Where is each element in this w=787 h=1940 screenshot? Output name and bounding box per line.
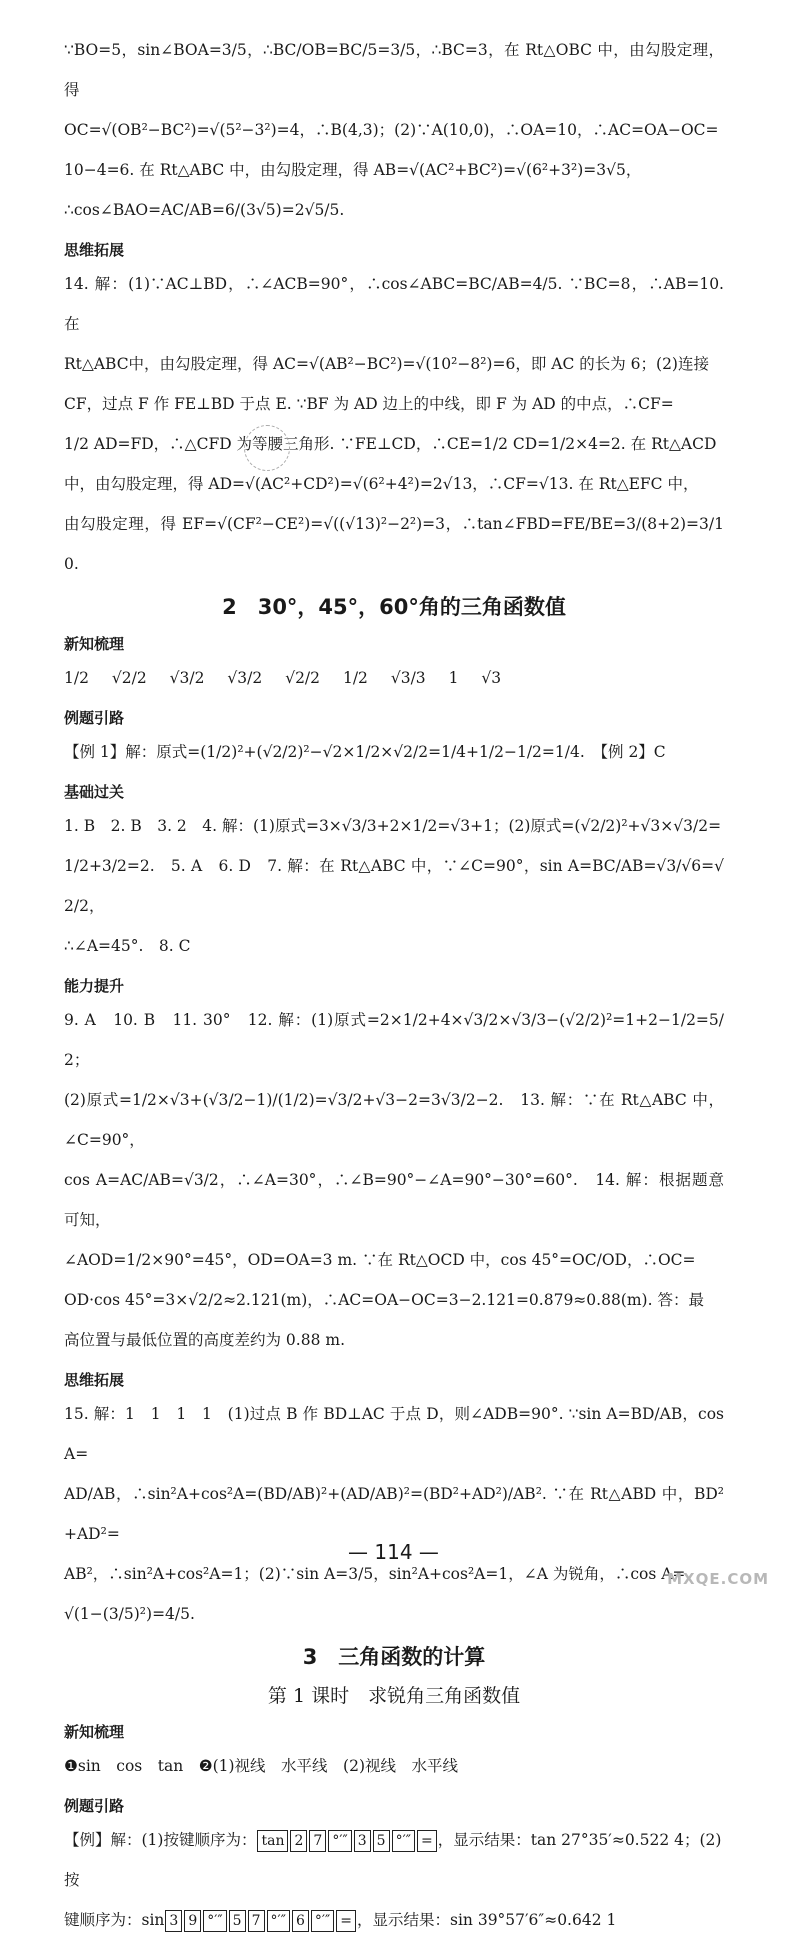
fraction-value: √2/2	[285, 669, 321, 687]
section-heading: 思维拓展	[64, 241, 125, 259]
stamp-mark	[244, 425, 290, 471]
text-line: ∴∠A=45°. 8. C	[64, 937, 191, 955]
calculator-key: =	[417, 1830, 437, 1852]
section-heading: 基础过关	[64, 783, 125, 801]
text-line: Rt△ABC中，由勾股定理，得 AC=√(AB²−BC²)=√(10²−8²)=6，即 AC 的长为 6；(2)连接	[64, 355, 709, 373]
section-heading: 例题引路	[64, 1797, 125, 1815]
text-line: 由勾股定理，得 EF=√(CF²−CE²)=√((√13)²−2²)=3，∴tan∠FBD=FE/BE=3/(8+2)=3/10.	[64, 515, 724, 573]
text-line: OD·cos 45°=3×√2/2≈2.121(m)，∴AC=OA−OC=3−2.121=0.879≈0.88(m). 答：最	[64, 1291, 704, 1309]
fraction-value: √3/3	[390, 669, 426, 687]
calculator-key: °′″	[328, 1830, 351, 1852]
section-heading: 新知梳理	[64, 1723, 125, 1741]
calculator-key: 5	[373, 1830, 390, 1852]
section-heading: 能力提升	[64, 977, 125, 995]
text-line: ∴cos∠BAO=AC/AB=6/(3√5)=2√5/5.	[64, 201, 345, 219]
calculator-key: 3	[165, 1910, 182, 1932]
fraction-value: 1/2	[342, 669, 368, 687]
text-line: 14. 解：(1)∵AC⊥BD，∴∠ACB=90°，∴cos∠ABC=BC/AB=4/5. ∵BC=8，∴AB=10. 在	[64, 275, 724, 333]
text-line: (2)原式=1/2×√3+(√3/2−1)/(1/2)=√3/2+√3−2=3√3/2−2. 13. 解：∵在 Rt△ABC 中，∠C=90°，	[64, 1091, 724, 1149]
advanced-exercises	[64, 1000, 724, 1360]
calculator-key: °′″	[392, 1830, 415, 1852]
calculator-key: 5	[229, 1910, 246, 1932]
concept-answers	[64, 1746, 724, 1786]
text-segment: 【例】解：(1)按键顺序为：	[64, 1831, 257, 1849]
text-line: √(1−(3/5)²)=4/5.	[64, 1605, 195, 1623]
chapter-title: 2 30°，45°，60°角的三角函数值	[222, 595, 566, 619]
lesson-subtitle: 第 1 课时 求锐角三角函数值	[267, 1685, 521, 1707]
text-line: ∠AOD=1/2×90°=45°，OD=OA=3 m. ∵在 Rt△OCD 中，cos 45°=OC/OD，∴OC=	[64, 1251, 696, 1269]
watermark: MXQE.COM	[667, 1570, 769, 1588]
text-line: 1/2+3/2=2. 5. A 6. D 7. 解：在 Rt△ABC 中，∵∠C=90°，sin A=BC/AB=√3/√6=√2/2，	[64, 857, 724, 915]
text-line: 1. B 2. B 3. 2 4. 解：(1)原式=3×√3/3+2×1/2=√3+1；(2)原式=(√2/2)²+√3×√3/2=	[64, 817, 722, 835]
section-heading: 例题引路	[64, 709, 125, 727]
fraction-value: 1	[448, 669, 459, 687]
fraction-value: √3	[481, 669, 502, 687]
text-segment: ，显示结果：sin 39°57′6″≈0.642 1	[357, 1911, 617, 1929]
fraction-row	[64, 658, 724, 698]
text-line: 高位置与最低位置的高度差约为 0.88 m.	[64, 1331, 345, 1349]
calculator-key: =	[336, 1910, 356, 1932]
page-number: — 114 —	[348, 1540, 439, 1564]
text-line: 中，由勾股定理，得 AD=√(AC²+CD²)=√(6²+4²)=2√13，∴CF=√13. 在 Rt△EFC 中，	[64, 475, 699, 493]
calculator-key: °′″	[267, 1910, 290, 1932]
calculator-key: 6	[292, 1910, 309, 1932]
text-line: AB²，∴sin²A+cos²A=1；(2)∵sin A=3/5，sin²A+cos²A=1，∠A 为锐角，∴cos A=	[64, 1565, 686, 1583]
solution-13-continued	[64, 30, 724, 230]
document-body	[64, 30, 724, 1940]
text-line: 【例 1】解：原式=(1/2)²+(√2/2)²−√2×1/2×√2/2=1/4+1/2−1/2=1/4. 【例 2】C	[64, 743, 666, 761]
solution-15	[64, 1394, 724, 1634]
fraction-value: 1/2	[64, 669, 89, 687]
key-sequence-line-2	[64, 1900, 724, 1940]
calculator-key: 2	[290, 1830, 307, 1852]
text-line: OC=√(OB²−BC²)=√(5²−3²)=4，∴B(4,3)；(2)∵A(10,0)，∴OA=10，∴AC=OA−OC=	[64, 121, 719, 139]
calculator-key: °′″	[311, 1910, 334, 1932]
calculator-key: 3	[354, 1830, 371, 1852]
chapter-title: 3 三角函数的计算	[302, 1645, 486, 1669]
section-heading: 思维拓展	[64, 1371, 125, 1389]
basic-exercises	[64, 806, 724, 966]
key-sequence-line-1	[64, 1820, 724, 1900]
example-1	[64, 732, 724, 772]
calculator-key: 7	[309, 1830, 326, 1852]
calculator-key: 9	[184, 1910, 201, 1932]
text-line: 9. A 10. B 11. 30° 12. 解：(1)原式=2×1/2+4×√3/2×√3/3−(√2/2)²=1+2−1/2=5/2；	[64, 1011, 724, 1069]
calculator-key: °′″	[203, 1910, 226, 1932]
calculator-example	[64, 1820, 724, 1940]
text-line: ❶sin cos tan ❷(1)视线 水平线 (2)视线 水平线	[64, 1757, 459, 1775]
fraction-value: √3/2	[169, 669, 205, 687]
text-segment: 键顺序为：sin	[64, 1911, 165, 1929]
text-line: ∵BO=5，sin∠BOA=3/5，∴BC/OB=BC/5=3/5，∴BC=3，在 Rt△OBC 中，由勾股定理，得	[64, 41, 724, 99]
text-line: 1/2 AD=FD，∴△CFD 为等腰三角形. ∵FE⊥CD，∴CE=1/2 CD=1/2×4=2. 在 Rt△ACD	[64, 435, 717, 453]
text-line: 10−4=6. 在 Rt△ABC 中，由勾股定理，得 AB=√(AC²+BC²)=√(6²+3²)=3√5，	[64, 161, 642, 179]
calculator-key: 7	[248, 1910, 265, 1932]
fraction-value: √2/2	[111, 669, 147, 687]
section-heading: 新知梳理	[64, 635, 125, 653]
text-segment: ，显示结果：tan 27°35′≈0.522 4；(2)按	[64, 1831, 722, 1889]
solution-14	[64, 264, 724, 584]
text-line: AD/AB，∴sin²A+cos²A=(BD/AB)²+(AD/AB)²=(BD²+AD²)/AB². ∵在 Rt△ABD 中，BD²+AD²=	[64, 1485, 724, 1543]
fraction-value: √3/2	[227, 669, 263, 687]
text-line: cos A=AC/AB=√3/2，∴∠A=30°，∴∠B=90°−∠A=90°−30°=60°. 14. 解：根据题意可知，	[64, 1171, 724, 1229]
text-line: 15. 解：1 1 1 1 (1)过点 B 作 BD⊥AC 于点 D，则∠ADB=90°. ∵sin A=BD/AB，cos A=	[64, 1405, 724, 1463]
text-line: CF，过点 F 作 FE⊥BD 于点 E. ∵BF 为 AD 边上的中线，即 F 为 AD 的中点，∴CF=	[64, 395, 674, 413]
calculator-key: tan	[257, 1830, 288, 1852]
